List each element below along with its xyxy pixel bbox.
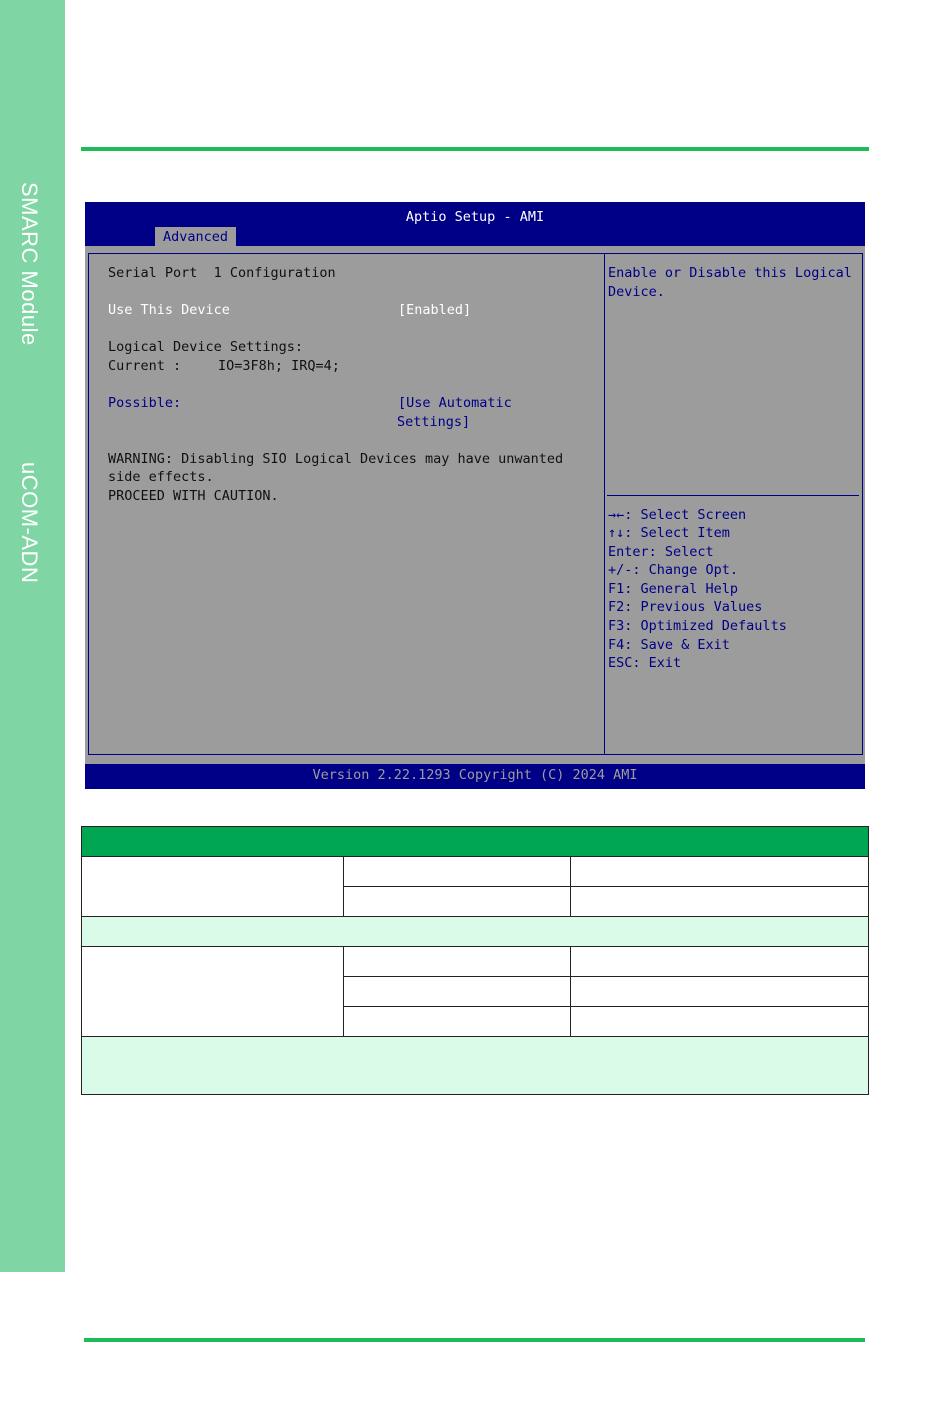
key-select-screen: →←: Select Screen: [608, 507, 747, 523]
help-divider: [607, 495, 859, 496]
possible-value-line2[interactable]: Settings]: [397, 414, 471, 430]
bios-footer: Version 2.22.1293 Copyright (C) 2024 AMI: [85, 764, 865, 789]
key-general-help: F1: General Help: [608, 581, 739, 597]
key-change-opt: +/-: Change Opt.: [608, 562, 739, 578]
table-section-row: [81, 916, 869, 947]
key-previous-values: F2: Previous Values: [608, 599, 763, 615]
bios-title: Aptio Setup - AMI: [405, 209, 545, 225]
use-device-label[interactable]: Use This Device: [108, 302, 230, 318]
key-optimized-defaults: F3: Optimized Defaults: [608, 618, 787, 634]
warning-line2: side effects.: [108, 469, 214, 485]
key-save-exit: F4: Save & Exit: [608, 637, 730, 653]
help-text-line1: Enable or Disable this Logical: [608, 265, 852, 281]
table-cell: [570, 886, 869, 917]
table-cell: [343, 886, 571, 917]
section-title: Serial Port 1 Configuration: [108, 265, 336, 281]
key-exit: ESC: Exit: [608, 655, 682, 671]
warning-line3: PROCEED WITH CAUTION.: [108, 488, 279, 504]
table-cell: [81, 856, 344, 917]
header-rule: [81, 147, 869, 151]
help-text-line2: Device.: [608, 284, 665, 300]
table-note-row: [81, 1036, 869, 1095]
logical-settings-label: Logical Device Settings:: [108, 339, 304, 355]
sidebar-label-product: uCOM-ADN: [17, 462, 42, 584]
table-cell: [570, 946, 869, 977]
sidebar-label-module: SMARC Module: [17, 182, 42, 346]
current-value: IO=3F8h; IRQ=4;: [218, 358, 340, 374]
warning-line1: WARNING: Disabling SIO Logical Devices may have unwanted: [108, 451, 564, 467]
table-cell: [81, 946, 344, 1037]
table-cell: [570, 976, 869, 1007]
options-table: [81, 826, 869, 1095]
table-header: [81, 826, 869, 857]
help-panel: [604, 253, 863, 755]
possible-value-line1[interactable]: [Use Automatic: [398, 395, 512, 411]
table-cell: [343, 976, 571, 1007]
key-enter-select: Enter: Select: [608, 544, 714, 560]
table-cell: [343, 946, 571, 977]
current-label: Current :: [108, 358, 182, 374]
table-cell: [343, 856, 571, 887]
bios-screen: [85, 202, 865, 789]
tab-advanced[interactable]: Advanced: [155, 227, 236, 246]
footer-rule: [84, 1338, 865, 1342]
table-cell: [570, 856, 869, 887]
use-device-value[interactable]: [Enabled]: [398, 302, 472, 318]
table-cell: [343, 1006, 571, 1037]
bios-body: [85, 246, 865, 764]
key-select-item: ↑↓: Select Item: [608, 525, 730, 541]
possible-label[interactable]: Possible:: [108, 395, 182, 411]
table-cell: [570, 1006, 869, 1037]
